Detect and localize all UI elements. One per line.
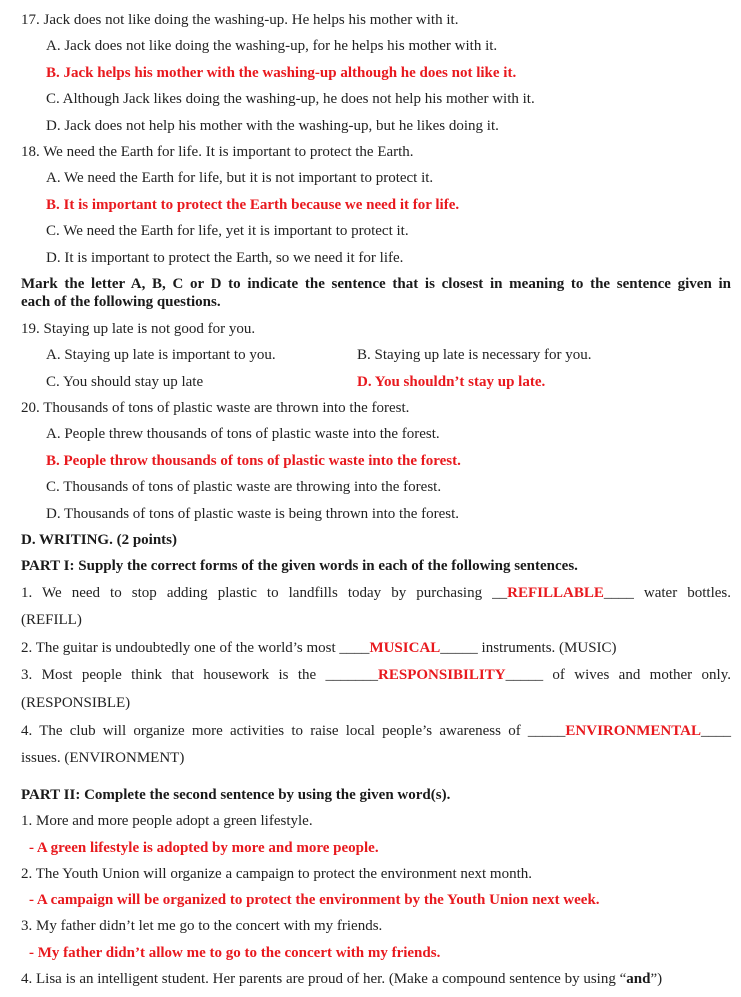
part1-sentence-1: [21, 583, 731, 603]
s4-instruction: 4. Lisa is an intelligent student. Her parents are proud of her. (Make a compound sentence by using “: [21, 971, 627, 987]
s4-keyword: and: [626, 971, 651, 987]
s2-pre: 2. The guitar is undoubtedly one of the world’s most ____: [21, 640, 370, 656]
question-18-stem: 18. We need the Earth for life. It is important to protect the Earth.: [21, 144, 414, 160]
q18-option-b-correct: B. It is important to protect the Earth because we need it for life.: [46, 197, 460, 213]
writing-heading: D. WRITING. (2 points): [21, 532, 177, 548]
q17-option-d: D. Jack does not help his mother with the washing-up, but he likes doing it.: [46, 118, 499, 134]
part2-sentence-2: 2. The Youth Union will organize a campaign to protect the environment next month.: [21, 866, 533, 882]
part1-sentence-4-cue: issues. (ENVIRONMENT): [21, 750, 185, 766]
s2-answer: MUSICAL: [369, 640, 441, 656]
s4-pre: 4. The club will organize more activities to raise local people’s awareness of _____: [21, 723, 566, 739]
s3-answer: RESPONSIBILITY: [378, 667, 506, 683]
part1-sentence-1-cue: (REFILL): [21, 612, 82, 628]
part2-answer-2: - A campaign will be organized to protect the environment by the Youth Union next week.: [29, 892, 600, 908]
q20-option-a: A. People threw thousands of tons of plastic waste into the forest.: [46, 426, 440, 442]
s1-post: ____ water bottles.: [603, 585, 732, 601]
question-17-stem: 17. Jack does not like doing the washing-up. He helps his mother with it.: [21, 12, 459, 28]
part1-sentence-3: [21, 665, 731, 685]
s3-pre: 3. Most people think that housework is the _______: [21, 667, 379, 683]
part2-sentence-1: 1. More and more people adopt a green lifestyle.: [21, 813, 313, 829]
s4-instruction-end: ”): [650, 971, 663, 987]
part1-sentence-4: [21, 721, 731, 741]
q20-option-d: D. Thousands of tons of plastic waste is being thrown into the forest.: [46, 506, 459, 522]
s4-post: ____: [701, 723, 731, 739]
part1-sentence-3-cue: (RESPONSIBLE): [21, 695, 131, 711]
q20-option-b-correct: B. People throw thousands of tons of plastic waste into the forest.: [46, 453, 461, 469]
instruction-line-2: each of the following questions.: [21, 294, 221, 310]
s4-answer: ENVIRONMENTAL: [565, 723, 701, 739]
instruction-line-1: Mark the letter A, B, C or D to indicate the sentence that is closest in meaning to the sentence given in: [21, 276, 731, 292]
question-19-stem: 19. Staying up late is not good for you.: [21, 321, 256, 337]
q20-option-c: C. Thousands of tons of plastic waste are throwing into the forest.: [46, 479, 442, 495]
part2-sentence-3: 3. My father didn’t let me go to the concert with my friends.: [21, 918, 383, 934]
question-20-stem: 20. Thousands of tons of plastic waste are thrown into the forest.: [21, 400, 410, 416]
part1-heading: PART I: Supply the correct forms of the given words in each of the following sentences.: [21, 558, 578, 574]
part1-sentence-2: [21, 638, 617, 658]
q17-option-c: C. Although Jack likes doing the washing-up, he does not help his mother with it.: [46, 91, 535, 107]
q17-option-b-correct: B. Jack helps his mother with the washing-up although he does not like it.: [46, 65, 517, 81]
s2-post: _____ instruments. (MUSIC): [440, 640, 617, 656]
part2-answer-3: - My father didn’t allow me to go to the concert with my friends.: [29, 945, 441, 961]
q17-option-a: A. Jack does not like doing the washing-up, for he helps his mother with it.: [46, 38, 498, 54]
s1-pre: 1. We need to stop adding plastic to landfills today by purchasing __: [21, 585, 508, 601]
q19-option-b: B. Staying up late is necessary for you.: [357, 347, 592, 363]
q19-option-c: C. You should stay up late: [46, 374, 204, 390]
q18-option-a: A. We need the Earth for life, but it is not important to protect it.: [46, 170, 434, 186]
part2-answer-1: - A green lifestyle is adopted by more and more people.: [29, 840, 379, 856]
s1-answer: REFILLABLE: [507, 585, 604, 601]
q19-option-a: A. Staying up late is important to you.: [46, 347, 276, 363]
q19-option-d-correct: D. You shouldn’t stay up late.: [357, 374, 546, 390]
s3-post: _____ of wives and mother only.: [505, 667, 731, 683]
part2-heading: PART II: Complete the second sentence by using the given word(s).: [21, 787, 451, 803]
q18-option-c: C. We need the Earth for life, yet it is important to protect it.: [46, 223, 409, 239]
part2-sentence-4: [21, 969, 662, 989]
q18-option-d: D. It is important to protect the Earth, so we need it for life.: [46, 250, 404, 266]
